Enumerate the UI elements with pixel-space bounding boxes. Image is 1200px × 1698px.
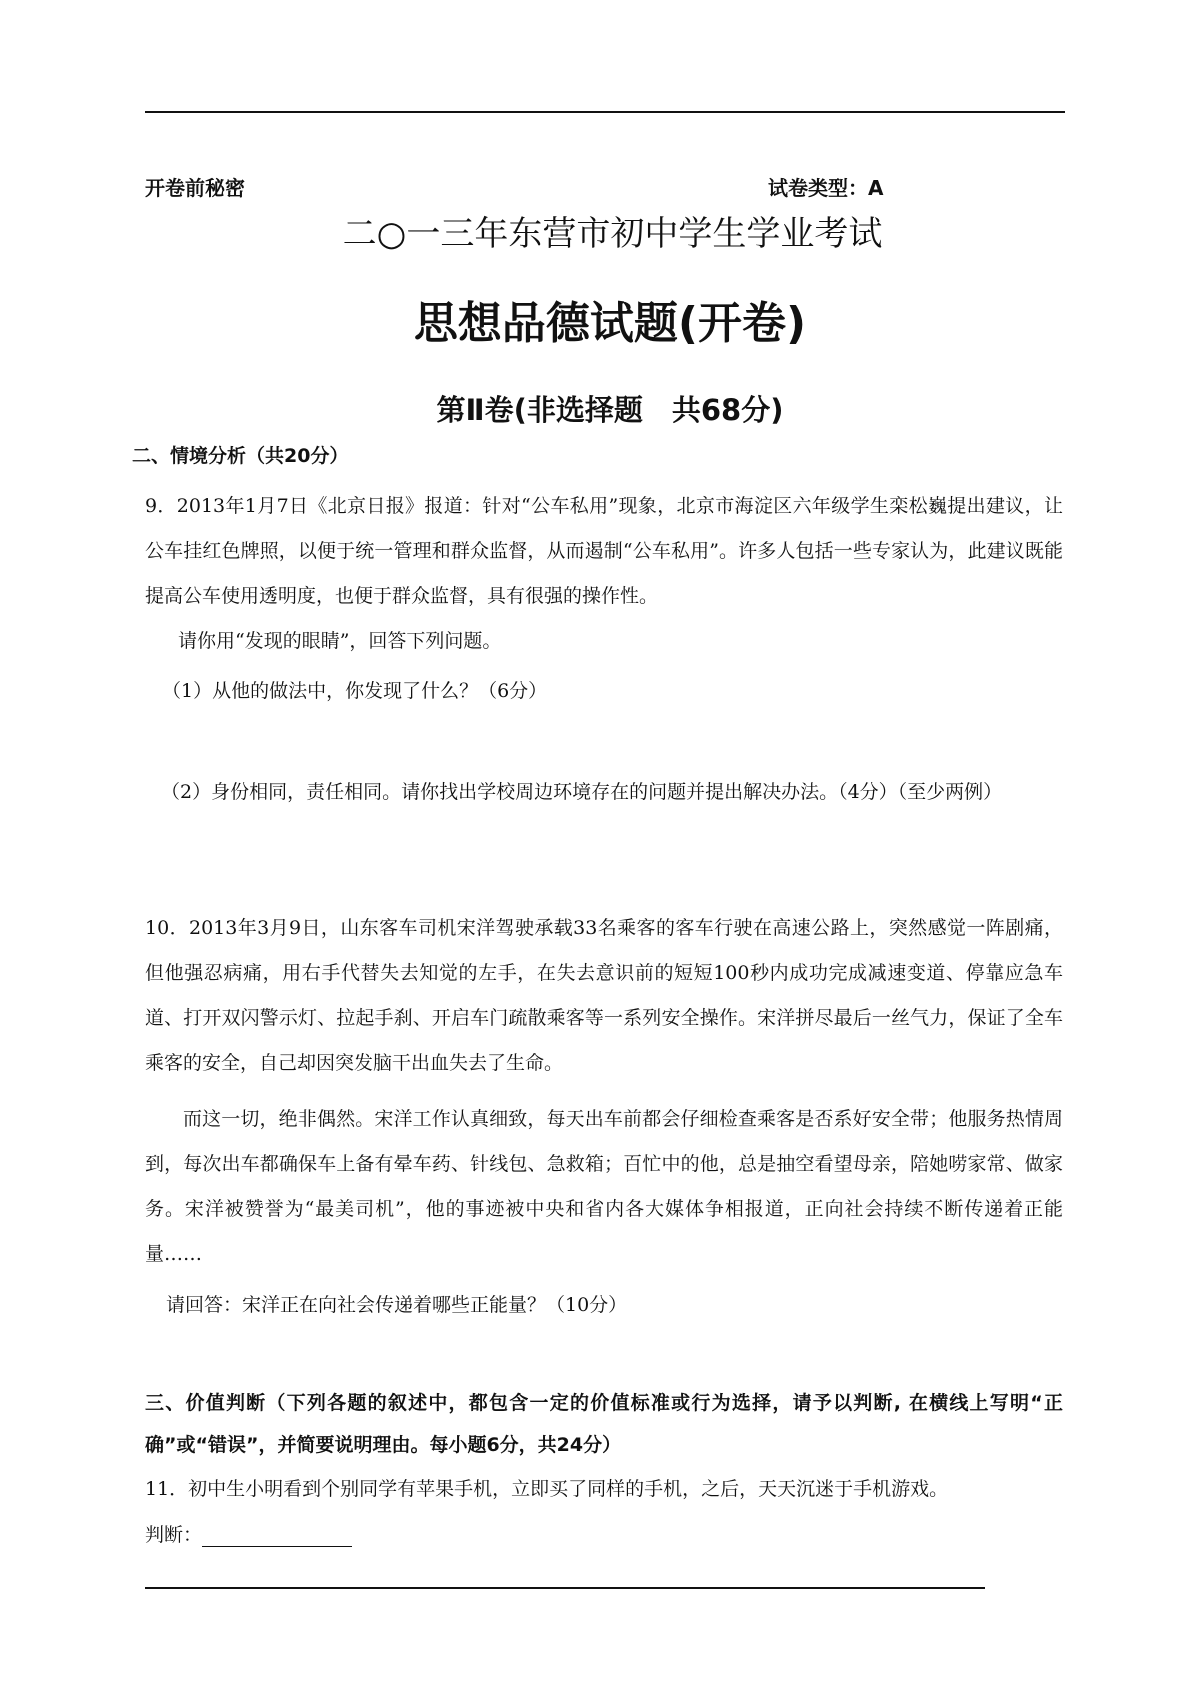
judge-answer-blank[interactable] bbox=[202, 1526, 352, 1547]
exam-title-text: 二○一三年东营市初中学生学业考试 bbox=[342, 214, 883, 254]
section2-heading: 二、情境分析（共20分） bbox=[132, 445, 349, 467]
judge-label: 判断： bbox=[145, 1524, 203, 1546]
top-rule bbox=[145, 111, 1065, 113]
confidential-label: 开卷前秘密 bbox=[145, 176, 245, 200]
q9-sub2: （2）身份相同，责任相同。请你找出学校周边环境存在的问题并提出解决办法。（4分）（至少两例） bbox=[161, 781, 1003, 803]
q10-stem: 10．2013年3月9日，山东客车司机宋洋驾驶承载33名乘客的客车行驶在高速公路上，突然感觉一阵剧痛，但他强忍病痛，用右手代替失去知觉的左手，在失去意识前的短短100秒内成功完成减速变道、停靠应急车道、打开双闪警示灯、拉起手刹、开启车门疏散乘客等一系列安全操作。宋洋拼尽最后一丝气力，保证了全车乘客的安全，自己却因突发脑干出血失去了生命。 bbox=[145, 917, 1063, 1074]
exam-title bbox=[0, 206, 1200, 255]
q9-prompt: 请你用“发现的眼睛”，回答下列问题。 bbox=[178, 630, 502, 652]
part-title bbox=[0, 388, 1200, 429]
section3-heading: 三、价值判断（下列各题的叙述中，都包含一定的价值标准或行为选择，请予以判断, 在横线上写明“正确”或“错误”，并简要说明理由。每小题6分，共24分） bbox=[145, 1392, 1063, 1456]
part-title-text: 第Ⅱ卷(非选择题 共68分) bbox=[436, 393, 784, 427]
q9-sub1: （1）从他的做法中，你发现了什么？（6分） bbox=[162, 680, 548, 702]
paper-type-label: 试卷类型：A bbox=[768, 176, 884, 200]
subject-title-text: 思想品德试题(开卷) bbox=[413, 298, 807, 349]
q11-stem: 11．初中生小明看到个别同学有苹果手机，立即买了同样的手机，之后，天天沉迷于手机游戏。 bbox=[145, 1478, 949, 1500]
q11-judge bbox=[145, 1520, 352, 1547]
q9-stem: 9．2013年1月7日《北京日报》报道：针对“公车私用”现象，北京市海淀区六年级学生栾松巍提出建议，让公车挂红色牌照，以便于统一管理和群众监督，从而遏制“公车私用”。许多人包括一些专家认为，此建议既能提高公车使用透明度，也便于群众监督，具有很强的操作性。 bbox=[145, 495, 1063, 607]
q10-para2: 而这一切，绝非偶然。宋洋工作认真细致，每天出车前都会仔细检查乘客是否系好安全带；他服务热情周到，每次出车都确保车上备有晕车药、针线包、急救箱；百忙中的他，总是抽空看望母亲，陪她唠家常、做家务。宋洋被赞誉为“最美司机”，他的事迹被中央和省内各大媒体争相报道，正向社会持续不断传递着正能量…… bbox=[145, 1108, 1063, 1265]
subject-title bbox=[0, 287, 1200, 351]
reason-answer-line[interactable] bbox=[145, 1587, 985, 1589]
q10-question: 请回答：宋洋正在向社会传递着哪些正能量？（10分） bbox=[166, 1294, 628, 1316]
